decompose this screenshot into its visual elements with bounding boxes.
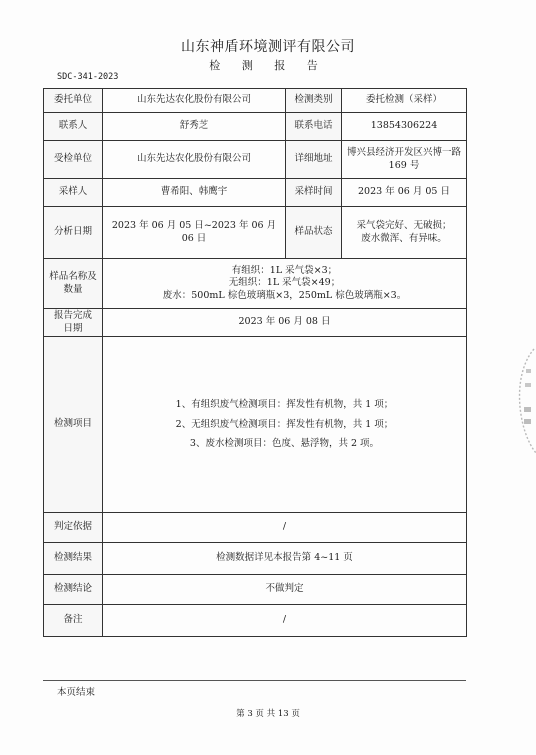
address-value	[342, 141, 467, 179]
items-value	[103, 337, 467, 513]
address-label: 详细地址	[286, 141, 342, 179]
analysis-label: 分析日期	[44, 207, 103, 259]
document-number: SDC-341-2023	[57, 72, 119, 82]
sample-line-2: 无组织：1L 采气袋×49；	[228, 277, 341, 289]
sampler-value: 曹希阳、韩鹰宇	[103, 179, 286, 207]
contact-label: 联系人	[44, 113, 103, 141]
state-value	[342, 207, 467, 259]
row-contact	[44, 113, 467, 141]
state-line-2: 废水微浑、有异味。	[361, 232, 447, 244]
remark-value: /	[103, 605, 467, 637]
row-result	[44, 543, 467, 575]
row-sample-name	[44, 259, 467, 309]
report-info-table	[43, 88, 467, 637]
report-date-value: 2023 年 06 月 08 日	[103, 309, 467, 337]
seal-fragment-icon	[508, 345, 536, 455]
item-2: 2、无组织废气检测项目：挥发性有机物，共 1 项；	[175, 418, 394, 430]
sample-time-value: 2023 年 06 月 05 日	[342, 179, 467, 207]
report-date-label-line-2: 日期	[63, 322, 83, 334]
conclusion-label: 检测结论	[44, 575, 103, 605]
row-inspected	[44, 141, 467, 179]
inspected-label: 受检单位	[44, 141, 103, 179]
result-value: 检测数据详见本报告第 4~11 页	[103, 543, 467, 575]
report-date-label-line-1: 报告完成	[53, 310, 92, 322]
client-value: 山东先达农化股份有限公司	[103, 89, 286, 113]
item-1: 1、有组织废气检测项目：挥发性有机物，共 1 项；	[175, 399, 394, 411]
company-name: 山东神盾环境测评有限公司	[181, 39, 355, 55]
row-conclusion	[44, 575, 467, 605]
row-basis	[44, 513, 467, 543]
basis-value: /	[103, 513, 467, 543]
type-value: 委托检测（采样）	[342, 89, 467, 113]
sample-name-value	[103, 259, 467, 309]
report-title: 检 测 报 告	[209, 59, 327, 72]
contact-value: 舒秀芝	[103, 113, 286, 141]
row-remark	[44, 605, 467, 637]
address-line-1: 博兴县经济开发区兴博一路	[346, 147, 461, 159]
row-analysis	[44, 207, 467, 259]
page-number: 第 3 页 共 13 页	[236, 709, 300, 719]
type-label: 检测类别	[286, 89, 342, 113]
sample-name-label-line-2: 数量	[63, 283, 83, 295]
phone-label: 联系电话	[286, 113, 342, 141]
sample-time-label: 采样时间	[286, 179, 342, 207]
row-items	[44, 337, 467, 513]
row-report-date	[44, 309, 467, 337]
state-label: 样品状态	[286, 207, 342, 259]
basis-label: 判定依据	[44, 513, 103, 543]
sampler-label: 采样人	[44, 179, 103, 207]
result-label: 检测结果	[44, 543, 103, 575]
phone-value: 13854306224	[342, 113, 467, 141]
analysis-value: 2023 年 06 月 05 日~2023 年 06 月 06 日	[103, 207, 286, 259]
conclusion-value: 不做判定	[103, 575, 467, 605]
end-of-page-text: 本页结束	[57, 687, 96, 698]
sample-name-label-line-1: 样品名称及	[49, 271, 97, 283]
item-3: 3、废水检测项目：色度、悬浮物，共 2 项。	[189, 438, 380, 450]
row-client	[44, 89, 467, 113]
address-line-2: 169 号	[388, 159, 420, 171]
inspected-value: 山东先达农化股份有限公司	[103, 141, 286, 179]
sample-line-1: 有组织：1L 采气袋×3；	[231, 264, 338, 276]
client-label: 委托单位	[44, 89, 103, 113]
report-date-label	[44, 309, 103, 337]
state-line-1: 采气袋完好、无破损；	[356, 220, 452, 232]
remark-label: 备注	[44, 605, 103, 637]
items-label: 检测项目	[44, 337, 103, 513]
footer-divider	[43, 680, 466, 681]
sample-line-3: 废水：500mL 棕色玻璃瓶×3，250mL 棕色玻璃瓶×3。	[162, 289, 407, 301]
sample-name-label	[44, 259, 103, 309]
row-sampler	[44, 179, 467, 207]
